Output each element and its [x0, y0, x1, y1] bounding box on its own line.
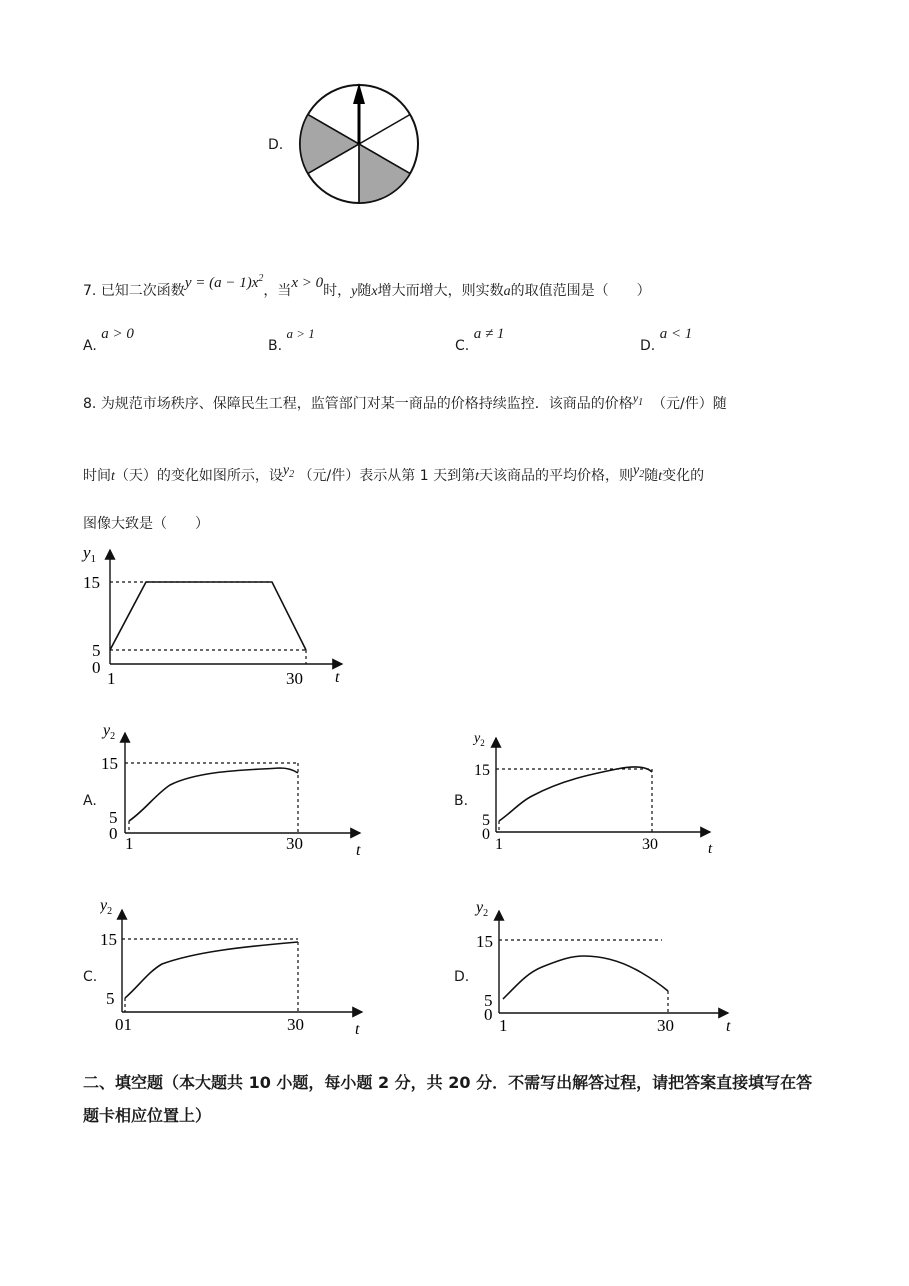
- q7-text-end: 的取值范围是（ ）: [510, 283, 651, 299]
- tick-30: 30: [286, 669, 303, 688]
- q7-option-b[interactable]: B. a > 1: [268, 326, 315, 354]
- y-axis-label: $y_1$: [83, 543, 97, 565]
- question-8-line-1: 8. 为规范市场秩序、保障民生工程，监管部门对某一商品的价格持续监控．该商品的价格$y_1$ （元/件）随: [83, 391, 727, 412]
- tick-15: 15: [83, 573, 100, 592]
- svg-text:30: 30: [642, 836, 658, 853]
- svg-text:y2: $y_2$: [476, 899, 489, 919]
- svg-text:30: 30: [286, 834, 303, 853]
- svg-text:01: 01: [115, 1015, 132, 1034]
- y1-curve: [110, 582, 306, 650]
- q7-number: 7.: [83, 283, 97, 299]
- tick-5: 5: [92, 641, 101, 660]
- section-2-title: 二、填空题（本大题共 10 小题，每小题 2 分，共 20 分．不需写出解答过程，请把答案直接填写在答题卡相应位置上）: [83, 1073, 813, 1125]
- question-8-line-3: 图像大致是（ ）: [83, 516, 209, 532]
- tick-1: 1: [107, 669, 116, 688]
- question-7: [83, 273, 651, 300]
- question-8-line-2: 时间t（天）的变化如图所示，设$y_2$ （元/件）表示从第 1 天到第t天该商品的平均价格，则$y_2$随t变化的: [83, 463, 705, 484]
- q7-option-a[interactable]: A. a > 0: [83, 326, 134, 354]
- q8-y2-var-2: $y_2$: [632, 463, 645, 480]
- svg-text:5: 5: [106, 989, 115, 1008]
- q7-text-mid-1: 随: [357, 283, 372, 299]
- q6-option-d-spinner: [296, 80, 426, 210]
- q8-y1-var: $y_1$: [632, 391, 644, 408]
- svg-text:t: t: [355, 1021, 360, 1037]
- q7-a-var: a: [503, 284, 511, 299]
- q7-option-d[interactable]: D. a < 1: [640, 326, 693, 354]
- q8-y2-var: $y_2$: [282, 463, 295, 480]
- q8-option-b-graph[interactable]: [472, 722, 732, 862]
- q7-condition: x > 0: [291, 275, 324, 291]
- q8-main-graph: [80, 540, 360, 690]
- q8-option-c-graph[interactable]: [100, 892, 380, 1037]
- svg-text:t: t: [708, 841, 713, 857]
- q8-option-a-graph[interactable]: [100, 715, 380, 860]
- q7-text-after-1: 时，: [323, 283, 352, 299]
- svg-text:5: 5: [482, 812, 490, 829]
- q8-option-a-label: A.: [83, 793, 97, 809]
- q7-option-c[interactable]: C. a ≠ 1: [455, 326, 505, 354]
- q7-function: $y = (a - 1)x^2$: [184, 273, 264, 291]
- svg-text:15: 15: [100, 930, 117, 949]
- svg-text:y2: $y_2$: [100, 897, 113, 917]
- svg-text:0: 0: [109, 824, 118, 843]
- q7-comma: ，当: [263, 283, 292, 299]
- svg-text:t: t: [356, 842, 361, 859]
- svg-text:y2: $y_2$: [474, 731, 485, 748]
- svg-text:1: 1: [495, 836, 503, 853]
- y2-curve: [503, 956, 668, 999]
- tick-0: 0: [92, 658, 101, 677]
- x-axis-label: t: [335, 669, 340, 686]
- svg-text:t: t: [726, 1018, 731, 1035]
- svg-text:5: 5: [484, 991, 493, 1010]
- svg-text:0: 0: [484, 1005, 493, 1024]
- svg-text:5: 5: [109, 808, 118, 827]
- svg-text:1: 1: [125, 834, 134, 853]
- svg-text:30: 30: [287, 1015, 304, 1034]
- svg-text:0: 0: [482, 826, 490, 843]
- q8-option-c-label: C.: [83, 969, 98, 985]
- q8-option-d-graph[interactable]: [472, 893, 742, 1038]
- svg-text:30: 30: [657, 1016, 674, 1035]
- svg-text:15: 15: [476, 932, 493, 951]
- svg-text:1: 1: [499, 1016, 508, 1035]
- q8-option-d-label: D.: [454, 969, 470, 985]
- q7-x-var: x: [371, 284, 378, 299]
- y2-curve: [499, 767, 652, 821]
- q7-y-var: y: [351, 284, 358, 299]
- q7-text-before: 已知二次函数: [100, 283, 185, 299]
- y2-curve: [129, 768, 298, 821]
- q8-option-b-label: B.: [454, 793, 469, 809]
- y2-curve: [125, 942, 298, 998]
- svg-text:15: 15: [101, 754, 118, 773]
- svg-text:15: 15: [474, 762, 490, 779]
- svg-text:y2: $y_2$: [103, 722, 116, 742]
- q6-option-d-label: D.: [268, 137, 284, 153]
- q7-text-mid-2: 增大而增大，则实数: [377, 283, 504, 299]
